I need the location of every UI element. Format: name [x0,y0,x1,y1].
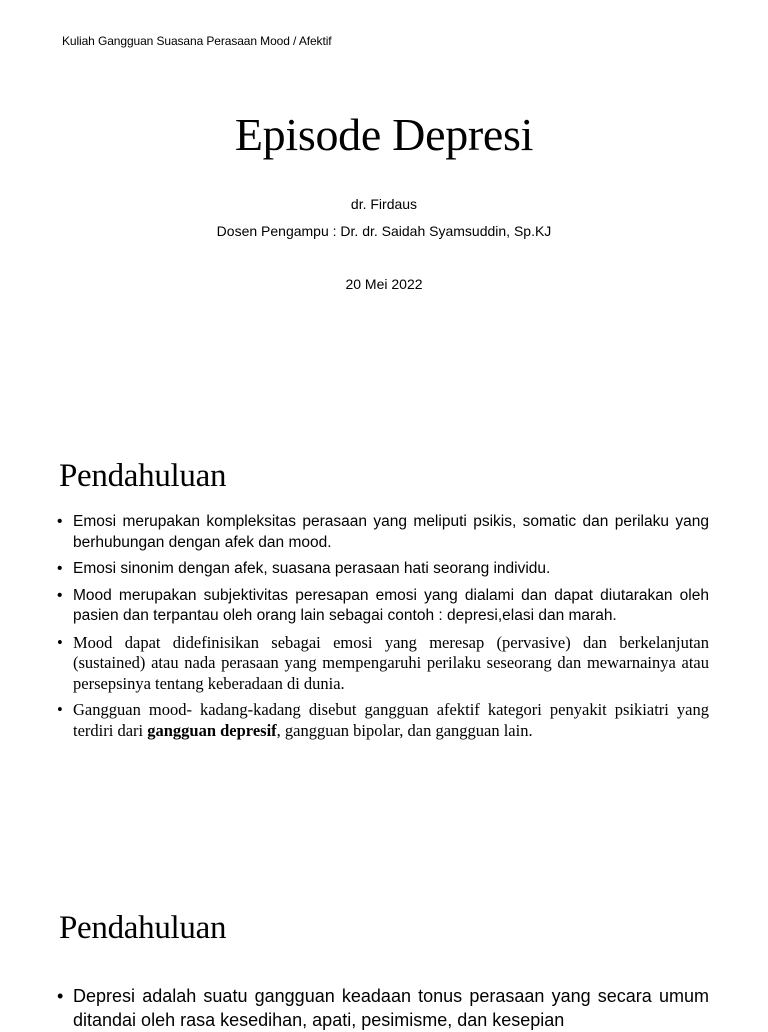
course-header: Kuliah Gangguan Suasana Perasaan Mood / Afektif [62,34,332,48]
bullet-icon: • [57,632,63,652]
bullet-item [57,559,709,580]
bullet-text-bold: gangguan depresif [147,720,277,740]
bullet-icon: • [57,700,63,719]
bullet-icon: • [57,560,63,577]
bullet-text: Mood dapat didefinisikan sebagai emosi yang meresap (pervasive) dan berkelanjutan (sustained) atau nada perasaan yang mempengaruhi perilaku seseorang dan mewarnainya atau persepsinya tentang keberadaan di dunia. [73,632,709,693]
section-title: Pendahuluan [59,458,227,494]
bullet-text-end: , gangguan bipolar, dan gangguan lain. [276,720,533,740]
section-title: Pendahuluan [59,910,227,946]
bullet-list [57,512,709,747]
bullet-item [57,633,709,695]
presentation-date: 20 Mei 2022 [345,276,423,292]
author-name: dr. Firdaus [350,196,418,212]
bullet-text-start: Gangguan mood- kadang-kadang disebut gangguan afektif kategori penyakit psikiatri yang terdiri dari [73,700,709,740]
bullet-item [57,984,709,1032]
slide-title: Episode Depresi [234,109,534,160]
bullet-item [57,512,709,553]
bullet-text: Mood merupakan subjektivitas peresapan emosi yang dialami dan dapat diutarakan oleh pasien dan terpantau oleh orang lain sebagai contoh : depresi,elasi dan marah. [73,586,709,624]
bullet-icon: • [57,586,63,604]
bullet-item [57,700,709,741]
bullet-list [57,984,709,1032]
bullet-icon: • [57,513,63,530]
bullet-item [57,586,709,627]
lecturer-line: Dosen Pengampu : Dr. dr. Saidah Syamsuddin, Sp.KJ [216,223,552,239]
bullet-icon: • [57,986,64,1006]
bullet-text: Emosi merupakan kompleksitas perasaan yang meliputi psikis, somatic dan perilaku yang berhubungan dengan afek dan mood. [73,513,709,551]
bullet-text: Emosi sinonim dengan afek, suasana perasaan hati seorang individu. [73,560,551,577]
bullet-text: Depresi adalah suatu gangguan keadaan tonus perasaan yang secara umum ditandai oleh rasa kesedihan, apati, pesimisme, dan kesepian [73,986,709,1030]
